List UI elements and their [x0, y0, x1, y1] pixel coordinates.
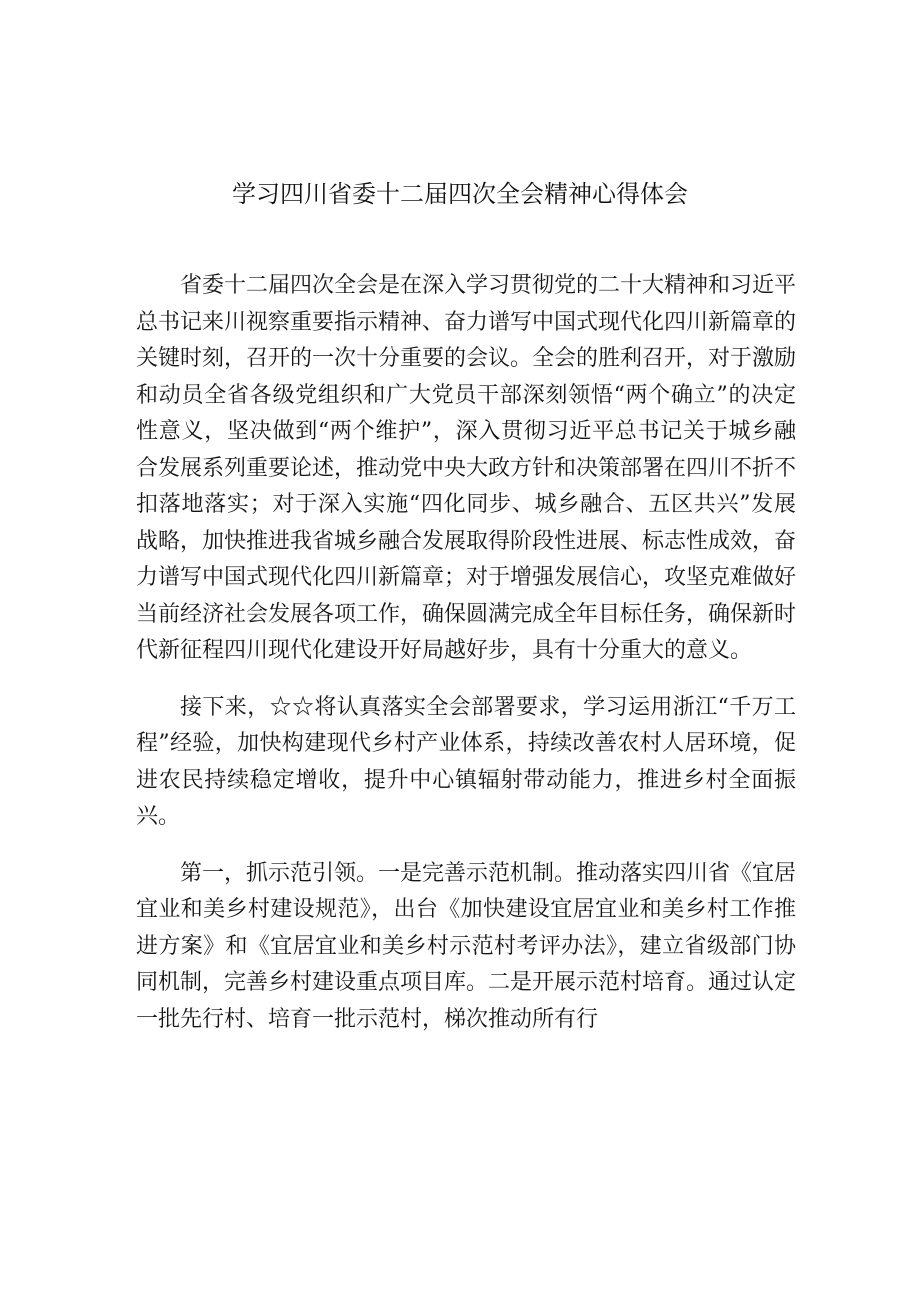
document-title: 学习四川省委十二届四次全会精神心得体会 [232, 180, 688, 208]
paragraph-next-steps: 接下来，☆☆将认真落实全会部署要求，学习运用浙江“千万工程”经验，加快构建现代乡村产业体系，持续改善农村人居环境，促进农民持续稳定增收，提升中心镇辐射带动能力，推进乡村全面振兴。 [136, 694, 796, 829]
paragraph-intro: 省委十二届四次全会是在深入学习贯彻党的二十大精神和习近平总书记来川视察重要指示精神、奋力谱写中国式现代化四川新篇章的关键时刻，召开的一次十分重要的会议。全会的胜利召开，对于激励和动员全省各级党组织和广大党员干部深刻领悟“两个确立”的决定性意义，坚决做到“两个维护”，深入贯彻习近平总书记关于城乡融合发展系列重要论述，推动党中央大政方针和决策部署在四川不折不扣落地落实；对于深入实施“四化同步、城乡融合、五区共兴”发展战略，加快推进我省城乡融合发展取得阶段性进展、标志性成效，奋力谱写中国式现代化四川新篇章；对于增强发展信心，攻坚克难做好当前经济社会发展各项工作，确保圆满完成全年目标任务，确保新时代新征程四川现代化建设开好局越好步，具有十分重大的意义。 [136, 273, 797, 663]
document-body [136, 268, 796, 1038]
paragraph-first-point: 第一，抓示范引领。一是完善示范机制。推动落实四川省《宜居宜业和美乡村建设规范》，出台《加快建设宜居宜业和美乡村工作推进方案》和《宜居宜业和美乡村示范村考评办法》，建立省级部门协同机制，完善乡村建设重点项目库。二是开展示范村培育。通过认定一批先行村、培育一批示范村，梯次推动所有行 [136, 860, 797, 1032]
